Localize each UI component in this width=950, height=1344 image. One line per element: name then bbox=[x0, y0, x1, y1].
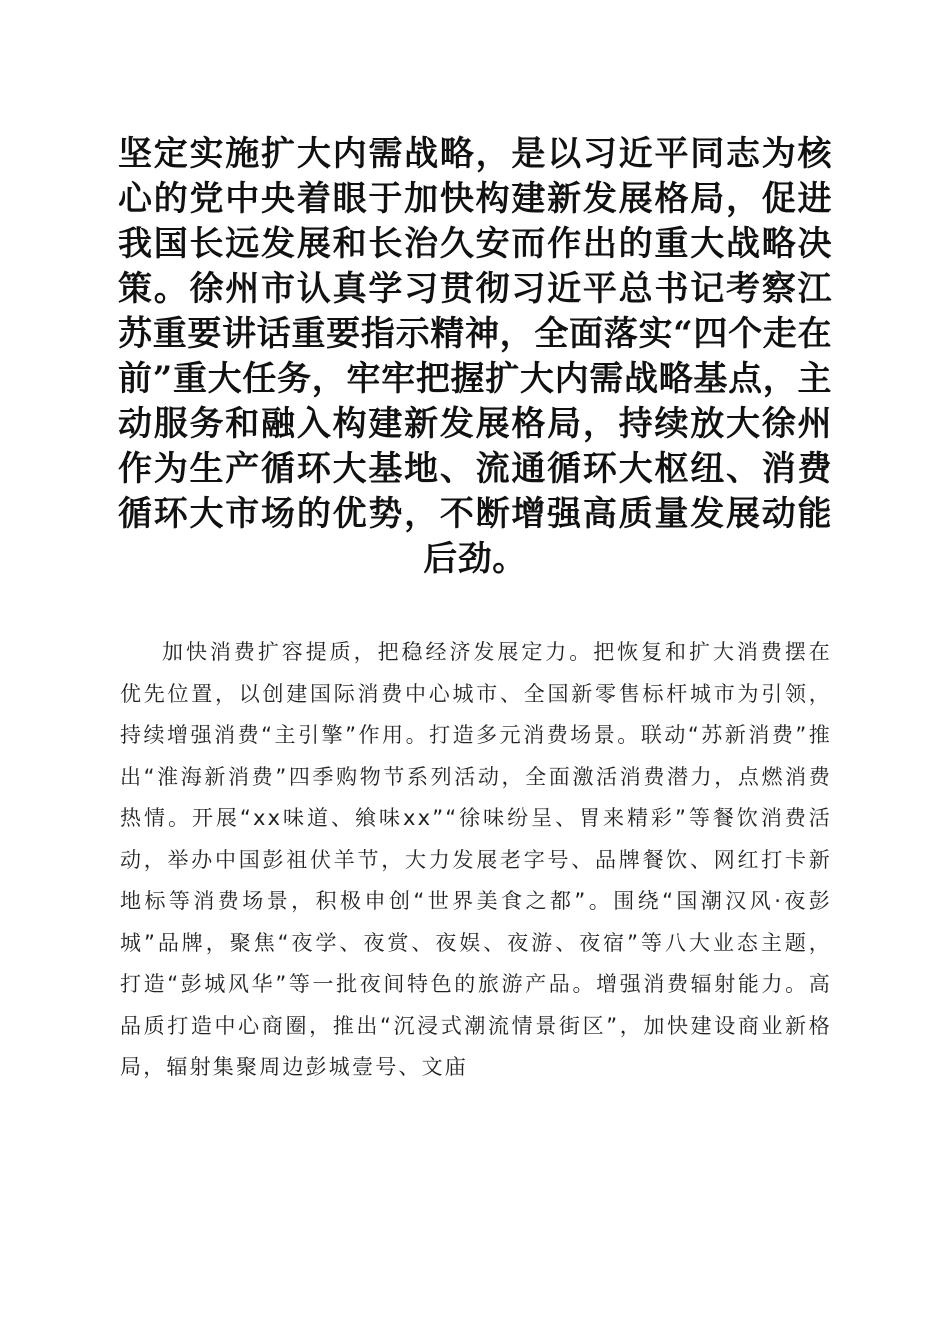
lead-paragraph: 坚定实施扩大内需战略，是以习近平同志为核心的党中央着眼于加快构建新发展格局，促进我国长远发展和长治久安而作出的重大战略决策。徐州市认真学习贯彻习近平总书记考察江苏重要讲话重要指示精神，全面落实“四个走在前”重大任务，牢牢把握扩大内需战略基点，主动服务和融入构建新发展格局，持续放大徐州作为生产循环大基地、流通循环大枢纽、消费循环大市场的优势，不断增强高质量发展动能后劲。 bbox=[118, 134, 832, 579]
body-paragraph: 加快消费扩容提质，把稳经济发展定力。把恢复和扩大消费摆在优先位置，以创建国际消费中心城市、全国新零售标杆城市为引领，持续增强消费“主引擎”作用。打造多元消费场景。联动“苏新消费”推出“淮海新消费”四季购物节系列活动，全面激活消费潜力，点燃消费热情。开展“xx味道、飨味xx”“徐味纷呈、胃来精彩”等餐饮消费活动，举办中国彭祖伏羊节，大力发展老字号、品牌餐饮、网红打卡新地标等消费场景，积极申创“世界美食之都”。围绕“国潮汉风·夜彭城”品牌，聚焦“夜学、夜赏、夜娱、夜游、夜宿”等八大业态主题，打造“彭城风华”等一批夜间特色的旅游产品。增强消费辐射能力。高品质打造中心商圈，推出“沉浸式潮流情景街区”，加快建设商业新格局，辐射集聚周边彭城壹号、文庙 bbox=[120, 640, 832, 1079]
